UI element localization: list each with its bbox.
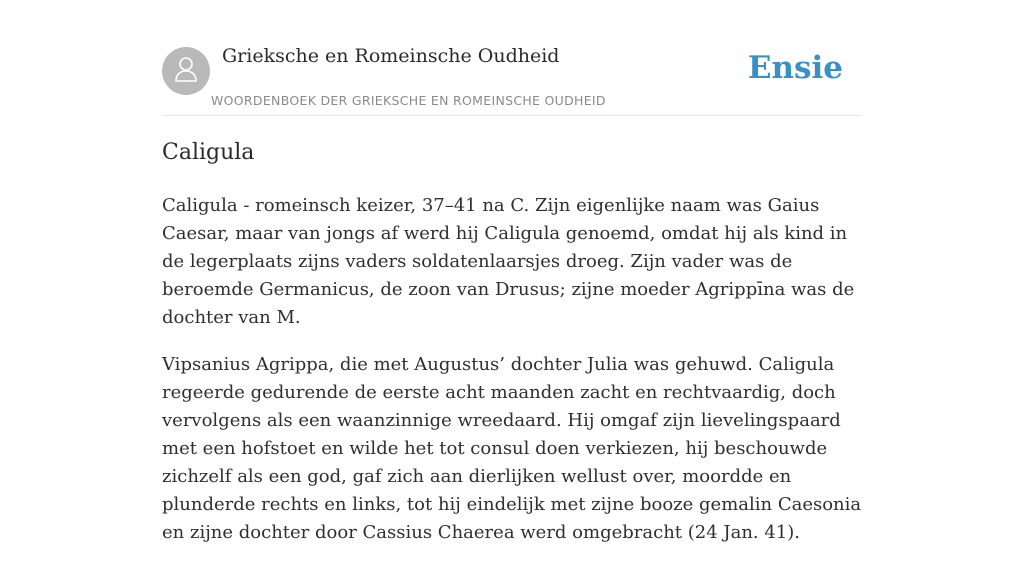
source-avatar[interactable]: [162, 47, 210, 95]
ensie-logo[interactable]: Ensie: [747, 50, 843, 86]
entry-body: [162, 192, 862, 566]
source-title-link[interactable]: Grieksche en Romeinsche Oudheid: [222, 45, 560, 67]
source-subtitle: WOORDENBOEK DER GRIEKSCHE EN ROMEINSCHE OUDHEID: [211, 93, 606, 108]
entry-paragraph: Caligula - romeinsch keizer, 37–41 na C. Zijn eigenlijke naam was Gaius Caesar, maar van jongs af werd hij Caligula genoemd, omdat hij als kind in de legerplaats zijns vaders soldatenlaarsjes droeg. Zijn vader was de beroemde Germanicus, de zoon van Drusus; zijne moeder Agrippīna was de dochter van M.: [162, 195, 855, 328]
page: [162, 0, 862, 543]
entry-paragraph: Vipsanius Agrippa, die met Augustus’ dochter Julia was gehuwd. Caligula regeerde gedurende de eerste acht maanden zacht en rechtvaardig, doch vervolgens als een waanzinnige wreedaard. Hij omgaf zijn lievelingspaard met een hofstoet en wilde het tot consul doen verkiezen, hij beschouwde zichzelf als een god, gaf zich aan dierlijken wellust over, moordde en plunderde rechts en links, tot hij eindelijk met zijne booze gemalin Caesonia en zijne dochter door Cassius Chaerea werd omgebracht (24 Jan. 41).: [162, 354, 862, 543]
entry-title: Caligula: [162, 140, 255, 165]
source-header: [162, 0, 862, 116]
user-icon: [171, 54, 201, 89]
